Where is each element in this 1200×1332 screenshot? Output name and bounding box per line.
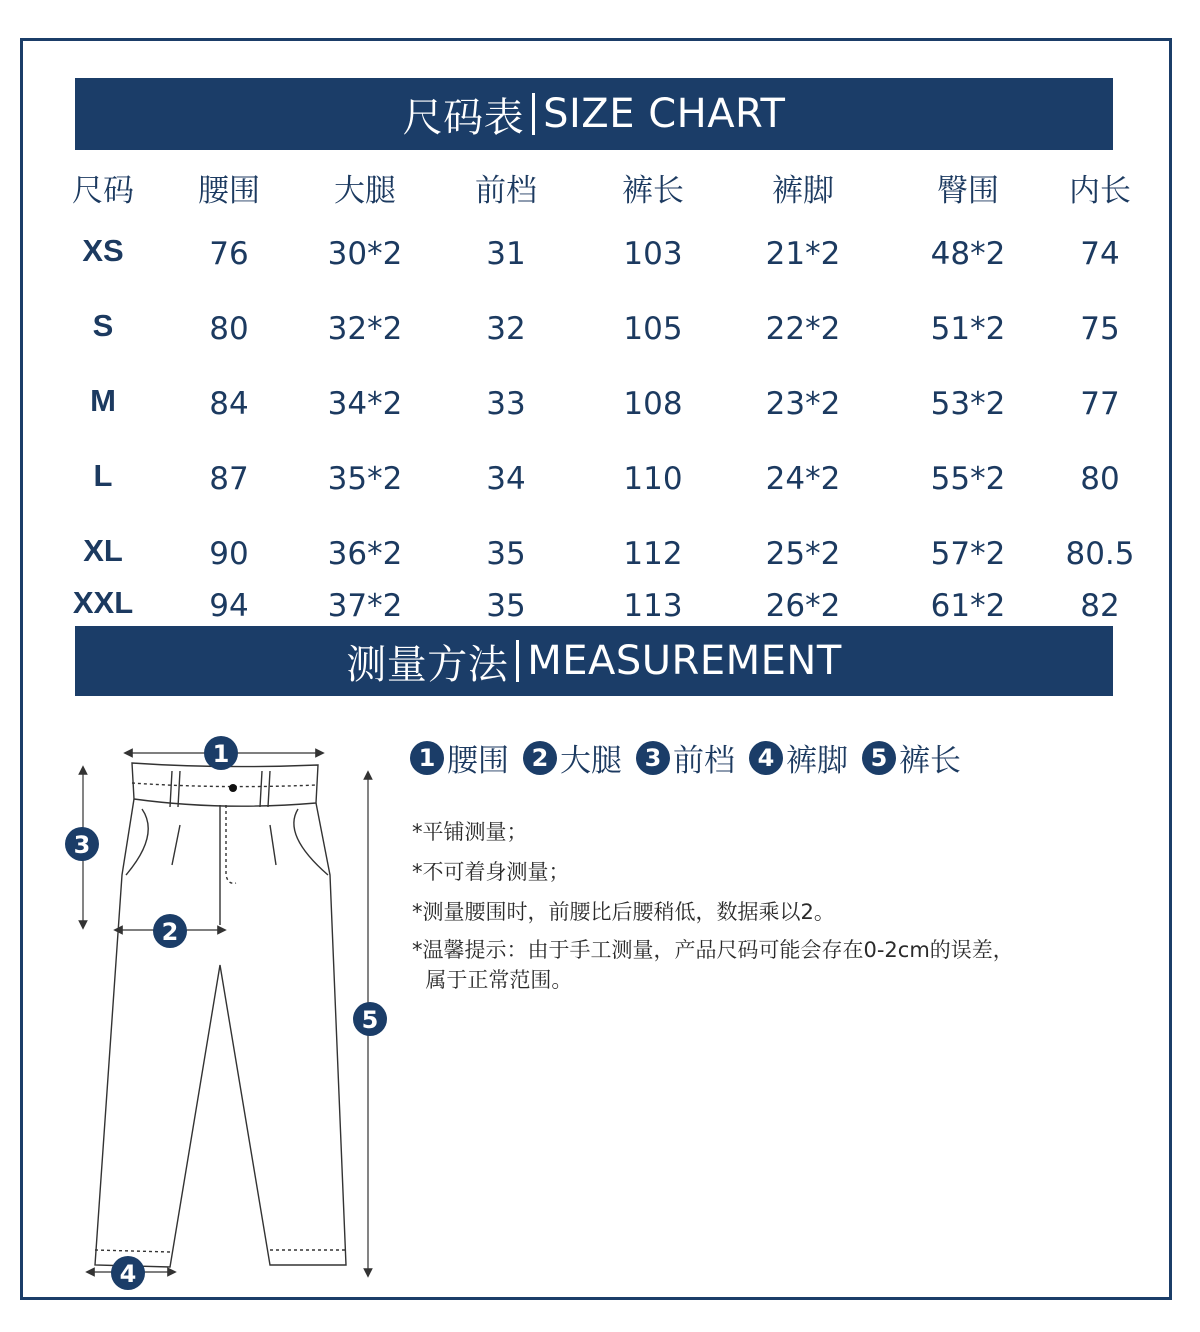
- table-cell: 26*2: [765, 588, 841, 624]
- table-cell: 108: [623, 386, 683, 422]
- table-header-cell: 尺码: [72, 173, 134, 209]
- table-cell: 57*2: [930, 536, 1006, 572]
- table-cell: 74: [1080, 236, 1120, 272]
- size-chart-title-en: SIZE CHART: [543, 91, 786, 137]
- table-cell: 94: [209, 588, 249, 624]
- pants-diagram: [50, 725, 390, 1295]
- marker-1: [204, 736, 238, 770]
- table-cell: 112: [623, 536, 683, 572]
- table-cell: 75: [1080, 311, 1120, 347]
- title-separator: [532, 93, 535, 135]
- table-cell: 51*2: [930, 311, 1006, 347]
- svg-text:3: 3: [73, 831, 91, 859]
- table-header-cell: 裤长: [622, 173, 684, 209]
- table-cell: 48*2: [930, 236, 1006, 272]
- table-cell: 80.5: [1065, 536, 1135, 572]
- table-cell: 25*2: [765, 536, 841, 572]
- table-cell: 34*2: [327, 386, 403, 422]
- size-chart-banner: [75, 78, 1113, 150]
- number-badge: 1: [410, 741, 444, 775]
- legend-label: 前档: [673, 743, 735, 779]
- table-cell: 76: [209, 236, 249, 272]
- table-cell: 90: [209, 536, 249, 572]
- table-cell: 110: [623, 461, 683, 497]
- table-cell: 34: [486, 461, 526, 497]
- number-badge: 2: [523, 741, 557, 775]
- legend-item-thigh: [523, 735, 622, 780]
- pants-outline: [95, 763, 346, 1267]
- table-header-cell: 大腿: [334, 173, 396, 209]
- number-badge: 4: [749, 741, 783, 775]
- table-cell: 84: [209, 386, 249, 422]
- title-separator: [516, 640, 519, 682]
- marker-4: [111, 1256, 145, 1290]
- note-line: 属于正常范围。: [412, 968, 573, 992]
- svg-text:2: 2: [161, 918, 179, 946]
- size-label: XL: [83, 533, 123, 568]
- size-label: M: [90, 383, 116, 418]
- table-cell: 21*2: [765, 236, 841, 272]
- size-label: S: [92, 308, 114, 343]
- table-cell: 35*2: [327, 461, 403, 497]
- legend-label: 大腿: [560, 743, 622, 779]
- table-cell: 61*2: [930, 588, 1006, 624]
- legend-item-length: [862, 735, 961, 780]
- table-cell: 22*2: [765, 311, 841, 347]
- table-cell: 23*2: [765, 386, 841, 422]
- legend-label: 腰围: [447, 743, 509, 779]
- legend-item-waist: [410, 735, 509, 780]
- table-cell: 24*2: [765, 461, 841, 497]
- table-header-cell: 前档: [475, 173, 537, 209]
- table-header-cell: 腰围: [198, 173, 260, 209]
- size-chart-title-cn: 尺码表: [402, 94, 525, 141]
- waist-button: [229, 784, 237, 792]
- size-label: L: [93, 458, 113, 493]
- number-badge: 5: [862, 741, 896, 775]
- table-cell: 33: [486, 386, 526, 422]
- note-line: *测量腰围时，前腰比后腰稍低，数据乘以2。: [412, 900, 835, 924]
- table-cell: 53*2: [930, 386, 1006, 422]
- table-cell: 87: [209, 461, 249, 497]
- table-cell: 113: [623, 588, 683, 624]
- legend-label: 裤长: [899, 743, 961, 779]
- measurement-title-cn: 测量方法: [346, 641, 509, 688]
- table-cell: 35: [486, 536, 526, 572]
- marker-5: [353, 1002, 387, 1036]
- table-cell: 30*2: [327, 236, 403, 272]
- table-cell: 103: [623, 236, 683, 272]
- table-header-cell: 裤脚: [772, 173, 834, 209]
- number-badge: 3: [636, 741, 670, 775]
- marker-3: [65, 827, 99, 861]
- legend-label: 裤脚: [786, 743, 848, 779]
- note-line: *平铺测量；: [412, 820, 528, 844]
- svg-text:4: 4: [119, 1260, 137, 1288]
- table-cell: 82: [1080, 588, 1120, 624]
- table-header-cell: 臀围: [937, 173, 999, 209]
- table-cell: 31: [486, 236, 526, 272]
- size-label: XXL: [72, 585, 134, 620]
- size-label: XS: [82, 233, 124, 268]
- table-cell: 32*2: [327, 311, 403, 347]
- table-cell: 37*2: [327, 588, 403, 624]
- svg-text:5: 5: [361, 1006, 379, 1034]
- note-line: *不可着身测量；: [412, 860, 570, 884]
- table-cell: 105: [623, 311, 683, 347]
- table-cell: 80: [209, 311, 249, 347]
- measurement-legend: [410, 735, 975, 780]
- table-cell: 77: [1080, 386, 1120, 422]
- note-line: *温馨提示：由于手工测量，产品尺码可能会存在0-2cm的误差，: [412, 938, 1014, 962]
- table-cell: 55*2: [930, 461, 1006, 497]
- table-cell: 36*2: [327, 536, 403, 572]
- legend-item-hem: [749, 735, 848, 780]
- table-cell: 32: [486, 311, 526, 347]
- measurement-title-en: MEASUREMENT: [527, 638, 842, 684]
- measurement-banner: [75, 626, 1113, 696]
- marker-2: [153, 914, 187, 948]
- table-header-cell: 内长: [1069, 173, 1131, 209]
- table-cell: 80: [1080, 461, 1120, 497]
- table-cell: 35: [486, 588, 526, 624]
- svg-text:1: 1: [212, 740, 230, 768]
- legend-item-rise: [636, 735, 735, 780]
